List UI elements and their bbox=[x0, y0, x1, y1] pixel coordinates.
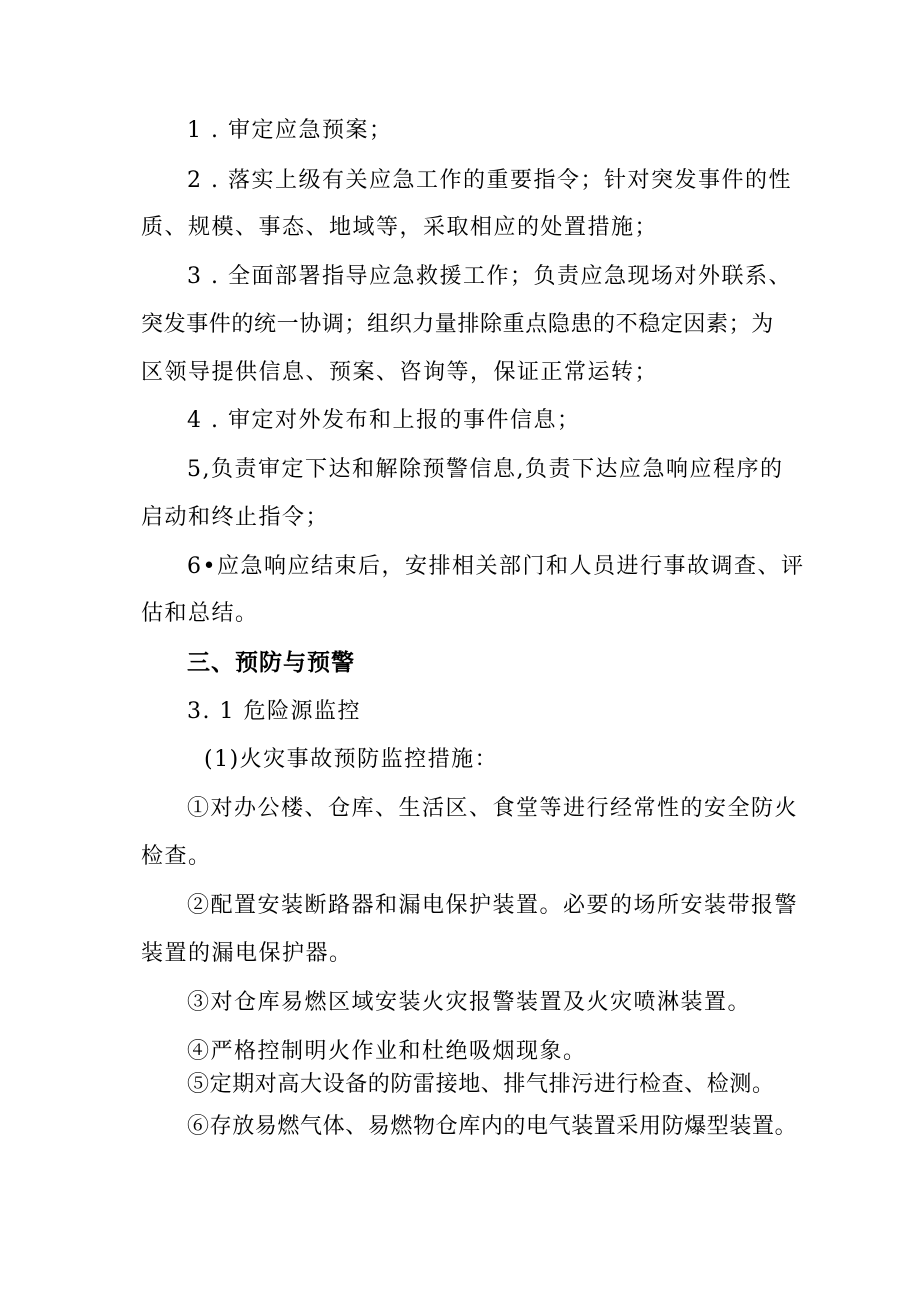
measure-5: ⑤定期对高大设备的防雷接地、排气排污进行检查、检测。 bbox=[187, 1072, 775, 1097]
measure-6: ⑥存放易燃气体、易燃物仓库内的电气装置采用防爆型装置。 bbox=[187, 1114, 798, 1139]
duty-item-6-line-1: 6•应急响应结束后，安排相关部门和人员进行事故调查、评 bbox=[187, 554, 805, 579]
duty-item-4: 4 . 审定对外发布和上报的事件信息； bbox=[187, 408, 581, 433]
measure-1-line-2: 检查。 bbox=[141, 844, 212, 869]
duty-item-5-line-1: 5,负责审定下达和解除预警信息,负责下达应急响应程序的 bbox=[187, 457, 784, 482]
measure-3: ③对仓库易燃区域安装火灾报警装置及火灾喷淋装置。 bbox=[187, 990, 752, 1015]
duty-item-6-line-2: 估和总结。 bbox=[141, 601, 259, 626]
measure-2-line-2: 装置的漏电保护器。 bbox=[141, 941, 353, 966]
measure-2-line-1: ②配置安装断路器和漏电保护装置。必要的场所安装带报警 bbox=[187, 893, 799, 918]
duty-item-3-line-3: 区领导提供信息、预案、咨询等，保证正常运转； bbox=[141, 360, 659, 385]
measures-subheading: (1)火灾事故预防监控措施： bbox=[204, 747, 499, 772]
duty-item-2-line-2: 质、规模、事态、地域等，采取相应的处置措施； bbox=[141, 215, 659, 240]
duty-item-1: 1 . 审定应急预案； bbox=[187, 118, 393, 143]
duty-item-5-line-2: 启动和终止指令； bbox=[141, 505, 330, 530]
section-heading: 三、预防与预警 bbox=[187, 650, 355, 676]
duty-item-3-line-1: 3 . 全面部署指导应急救援工作；负责应急现场对外联系、 bbox=[187, 264, 792, 289]
duty-item-2-line-1: 2 . 落实上级有关应急工作的重要指令；针对突发事件的性 bbox=[187, 168, 792, 193]
measure-4: ④严格控制明火作业和杜绝吸烟现象。 bbox=[187, 1039, 587, 1064]
measure-1-line-1: ①对办公楼、仓库、生活区、食堂等进行经常性的安全防火 bbox=[187, 796, 799, 821]
duty-item-3-line-2: 突发事件的统一协调；组织力量排除重点隐患的不稳定因素；为 bbox=[141, 312, 774, 337]
subsection-title: 3. 1 危险源监控 bbox=[187, 699, 361, 724]
